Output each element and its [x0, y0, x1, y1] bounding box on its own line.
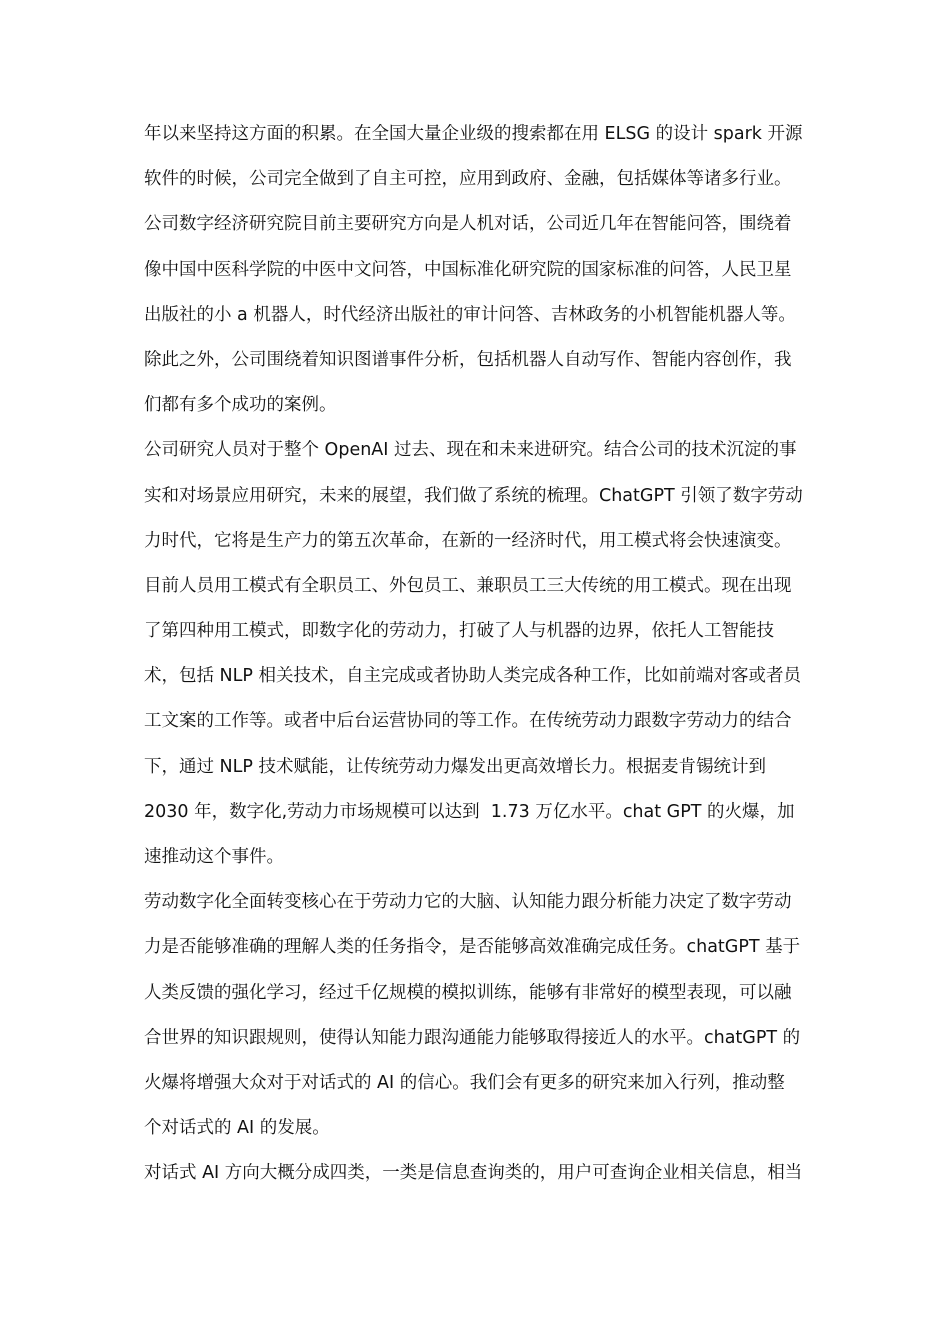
text-line: 速推动这个事件。: [144, 847, 284, 867]
text-line: 下，通过 NLP 技术赋能，让传统劳动力爆发出更高效增长力。根据麦肯锡统计到: [144, 756, 767, 777]
text-line: 术，包括 NLP 相关技术，自主完成或者协助人类完成各种工作，比如前端对客或者员: [144, 666, 802, 687]
text-line: 公司数字经济研究院目前主要研究方向是人机对话，公司近几年在智能问答，围绕着: [144, 214, 792, 235]
text-line: 合世界的知识跟规则，使得认知能力跟沟通能力能够取得接近人的水平。chatGPT 的: [144, 1027, 801, 1048]
text-line: 们都有多个成功的案例。: [144, 395, 337, 416]
text-line: 对话式 AI 方向大概分成四类，一类是信息查询类的，用户可查询企业相关信息，相当: [144, 1163, 803, 1184]
text-line: 火爆将增强大众对于对话式的 AI 的信心。我们会有更多的研究来加入行列，推动整: [144, 1072, 785, 1093]
text-line: 力是否能够准确的理解人类的任务指令，是否能够高效准确完成任务。chatGPT 基于: [144, 937, 801, 958]
text-line: 软件的时候，公司完全做到了自主可控，应用到政府、金融，包括媒体等诸多行业。: [144, 169, 792, 190]
text-line: 人类反馈的强化学习，经过千亿规模的模拟训练，能够有非常好的模型表现，可以融: [144, 982, 792, 1003]
text-line: 工文案的工作等。或者中后台运营协同的等工作。在传统劳动力跟数字劳动力的结合: [144, 711, 792, 732]
text-line: 年以来坚持这方面的积累。在全国大量企业级的搜索都在用 ELSG 的设计 spark 开源: [144, 124, 803, 144]
text-line: 目前人员用工模式有全职员工、外包员工、兼职员工三大传统的用工模式。现在出现: [144, 575, 792, 596]
text-line: 个对话式的 AI 的发展。: [144, 1118, 330, 1139]
document-body: [144, 112, 808, 1197]
text-line: 除此之外，公司围绕着知识图谱事件分析，包括机器人自动写作、智能内容创作，我: [144, 349, 792, 370]
text-line: 劳动数字化全面转变核心在于劳动力它的大脑、认知能力跟分析能力决定了数字劳动: [144, 892, 792, 913]
text-line: 2030 年，数字化,劳动力市场规模可以达到 1.73 万亿水平。chat GPT 的火爆，加: [144, 801, 795, 822]
text-line: 实和对场景应用研究，未来的展望，我们做了系统的梳理。ChatGPT 引领了数字劳动: [144, 485, 803, 506]
text-line: 出版社的小 a 机器人，时代经济出版社的审计问答、吉林政务的小机智能机器人等。: [144, 304, 796, 325]
text-line: 力时代，它将是生产力的第五次革命，在新的一经济时代，用工模式将会快速演变。: [144, 530, 792, 551]
text-line: 像中国中医科学院的中医中文问答，中国标准化研究院的国家标准的问答，人民卫星: [144, 259, 792, 280]
text-line: 了第四种用工模式，即数字化的劳动力，打破了人与机器的边界，依托人工智能技: [144, 621, 774, 642]
text-line: 公司研究人员对于整个 OpenAI 过去、现在和未来进研究。结合公司的技术沉淀的事: [144, 440, 797, 461]
